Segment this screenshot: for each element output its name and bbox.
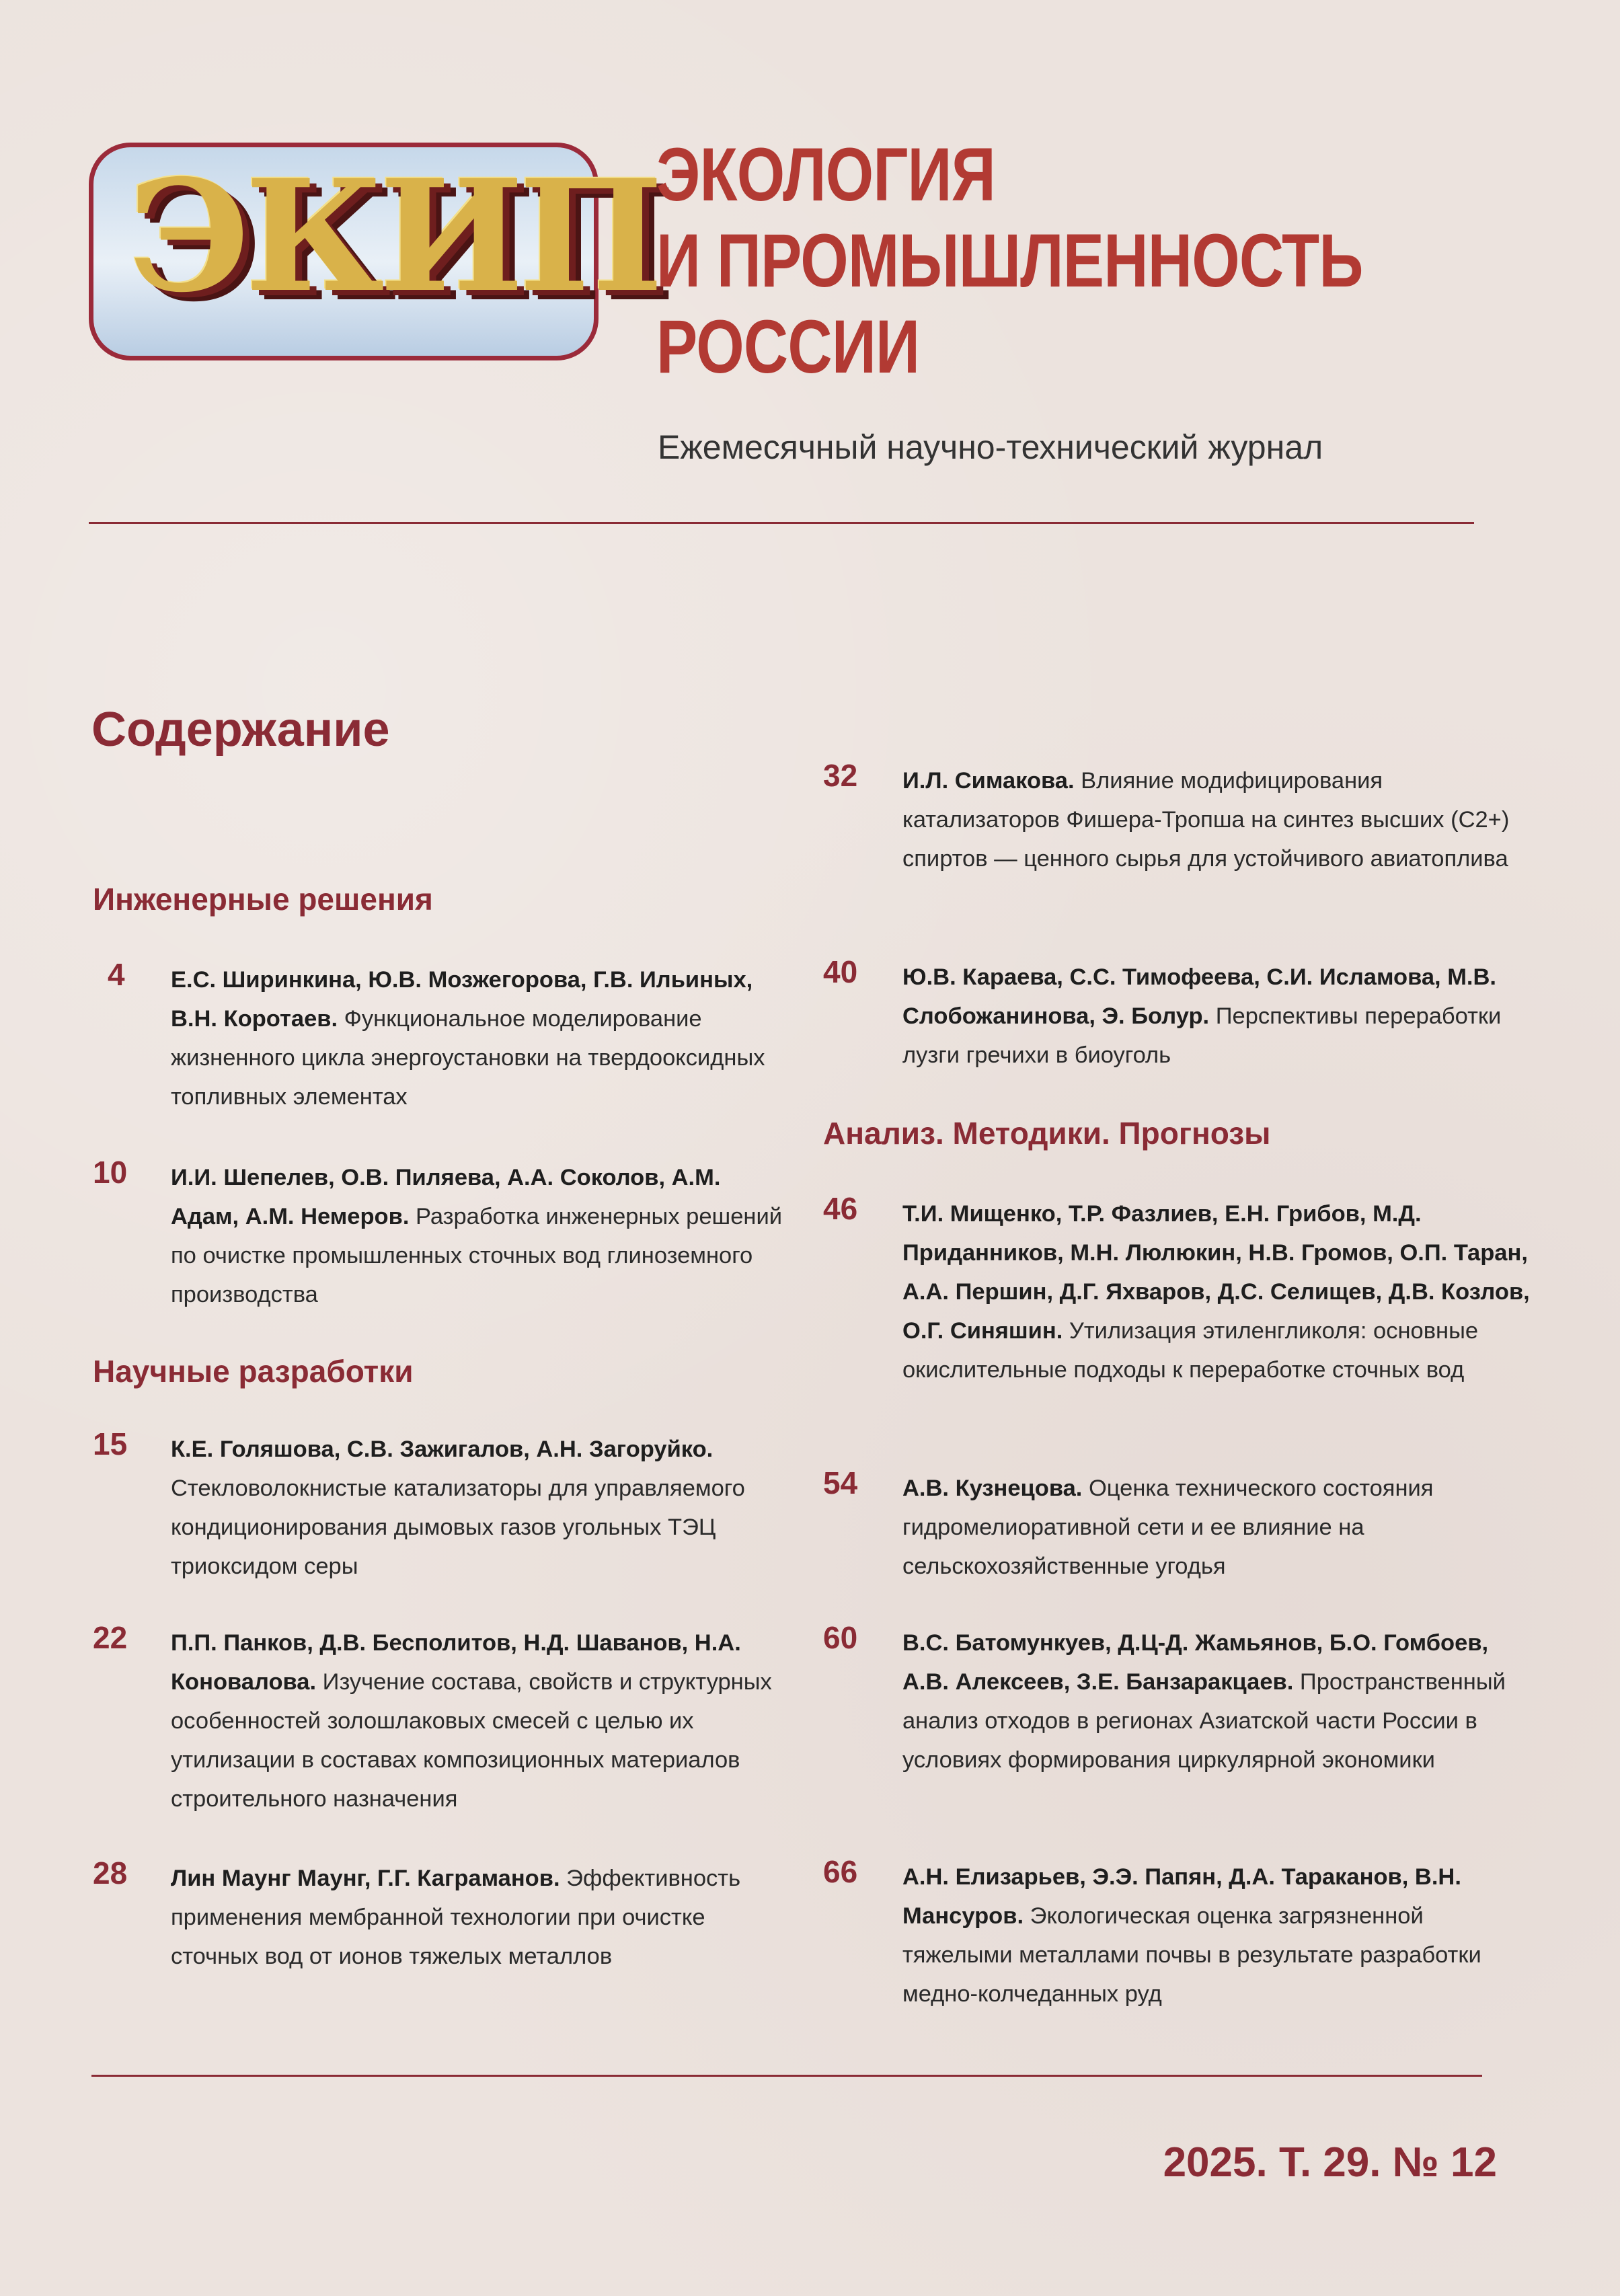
entry-authors: А.В. Кузнецова. (902, 1476, 1083, 1501)
section-heading-engineering: Инженерные решения (93, 882, 433, 917)
toc-entry[interactable] (823, 1620, 1536, 1780)
toc-entry[interactable] (93, 1155, 785, 1314)
entry-authors: Лин Маунг Маунг, Г.Г. Каграманов. (171, 1866, 560, 1891)
entry-title: Оценка технического состояния гидромелиоративной сети и ее влияние на сельскохозяйственные угодья (902, 1476, 1434, 1579)
issue-info: 2025. Т. 29. № 12 (1163, 2139, 1497, 2186)
toc-entry[interactable] (108, 957, 787, 1116)
entry-title: Пространственный анализ отходов в регионах Азиатской части России в условиях формирования циркулярной экономики (902, 1669, 1506, 1773)
entry-title: Утилизация этиленгликоля: основные окислительные подходы к переработке сточных вод (902, 1318, 1479, 1383)
section-heading-research: Научные разработки (93, 1354, 414, 1389)
entry-authors: Т.И. Мищенко, Т.Р. Фазлиев, Е.Н. Грибов, М.Д. Приданников, М.Н. Люлюкин, Н.В. Громов, О.П. Таран, А.А. Першин, Д.Г. Яхваров, Д.С. Селищев, Д.В. Козлов, О.Г. Синяшин. (902, 1201, 1530, 1344)
toc-entry[interactable] (93, 1620, 785, 1819)
entry-page-number: 66 (823, 1854, 858, 1889)
entry-title: Стекловолокнистые катализаторы для управляемого кондиционирования дымовых газов угольных ТЭЦ триоксидом серы (171, 1476, 745, 1579)
entry-authors: И.Л. Симакова. (902, 768, 1075, 794)
journal-title-line3: РОССИИ (656, 305, 920, 389)
entry-authors: Е.С. Ширинкина, Ю.В. Мозжегорова, Г.В. Ильиных, В.Н. Коротаев. (171, 967, 753, 1032)
entry-title: Экологическая оценка загрязненной тяжелыми металлами почвы в результате разработки медно-колчеданных руд (902, 1903, 1481, 2007)
entry-authors: А.Н. Елизарьев, Э.Э. Папян, Д.А. Тараканов, В.Н. Мансуров. (902, 1864, 1461, 1929)
entry-page-number: 32 (823, 758, 858, 793)
journal-title-line1: ЭКОЛОГИЯ (656, 132, 995, 217)
entry-authors: В.С. Батомункуев, Д.Ц-Д. Жамьянов, Б.О. Гомбоев, А.В. Алексеев, З.Е. Банзаракцаев. (902, 1630, 1489, 1695)
entry-page-number: 22 (93, 1620, 128, 1655)
entry-page-number: 46 (823, 1191, 858, 1226)
toc-entry[interactable] (93, 1426, 785, 1586)
entry-page-number: 10 (93, 1155, 128, 1190)
contents-heading: Содержание (91, 703, 390, 757)
toc-entry[interactable] (823, 954, 1536, 1075)
entry-page-number: 28 (93, 1855, 128, 1890)
toc-entry[interactable] (823, 758, 1536, 878)
journal-logo (89, 143, 658, 360)
toc-entry[interactable] (823, 1465, 1536, 1586)
entry-page-number: 15 (93, 1426, 128, 1461)
entry-authors: К.Е. Голяшова, С.В. Зажигалов, А.Н. Загоруйко. (171, 1437, 713, 1462)
top-divider (89, 522, 1474, 524)
journal-title-line2: И ПРОМЫШЛЕННОСТЬ (656, 219, 1363, 303)
entry-authors: Ю.В. Караева, С.С. Тимофеева, С.И. Исламова, М.В. Слобожанинова, Э. Болур. (902, 964, 1497, 1029)
entry-title: Эффективность применения мембранной технологии при очистке сточных вод от ионов тяжелых металлов (171, 1866, 741, 1969)
entry-authors: П.П. Панков, Д.В. Бесполитов, Н.Д. Шаванов, Н.А. Коновалова. (171, 1630, 741, 1695)
journal-subtitle: Ежемесячный научно-технический журнал (658, 428, 1323, 466)
entry-authors: И.И. Шепелев, О.В. Пиляева, А.А. Соколов, А.М. Адам, А.М. Немеров. (171, 1165, 721, 1229)
entry-page-number: 60 (823, 1620, 858, 1655)
journal-title (656, 132, 1373, 390)
entry-page-number: 40 (823, 954, 858, 989)
bottom-divider (91, 2075, 1482, 2077)
toc-entry[interactable] (823, 1191, 1536, 1389)
entry-title: Перспективы переработки лузги гречихи в биоуголь (902, 1003, 1502, 1068)
toc-entry[interactable] (823, 1854, 1536, 2014)
entry-title: Влияние модифицирования катализаторов Фишера-Тропша на синтез высших (С2+) спиртов — ценного сырья для устойчивого авиатоплива (902, 768, 1510, 872)
entry-title: Изучение состава, свойств и структурных особенностей золошлаковых смесей с целью их утилизации в составах композиционных материалов строительного назначения (171, 1669, 772, 1812)
entry-title: Функциональное моделирование жизненного цикла энергоустановки на твердооксидных топливных элементах (171, 1006, 765, 1110)
section-heading-analysis: Анализ. Методики. Прогнозы (823, 1116, 1271, 1151)
toc-entry[interactable] (93, 1855, 785, 1976)
entry-title: Разработка инженерных решений по очистке промышленных сточных вод глиноземного производства (171, 1204, 783, 1307)
entry-page-number: 54 (823, 1465, 858, 1500)
entry-page-number: 4 (108, 957, 125, 992)
logo-text: ЭКИП (128, 146, 658, 326)
